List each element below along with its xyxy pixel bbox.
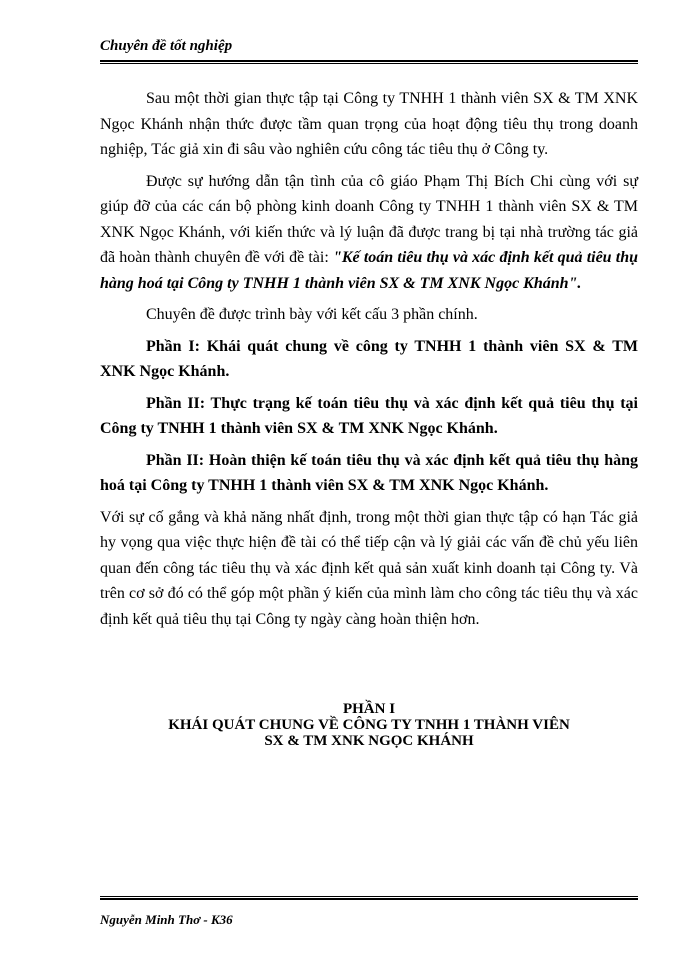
- part-1-item: Phần I: Khái quát chung về công ty TNHH 1 thành viên SX & TM XNK Ngọc Khánh.: [100, 337, 638, 380]
- section-label: PHẦN I: [342, 701, 396, 717]
- document-body: [100, 86, 638, 638]
- thesis-topic: "Kế toán tiêu thụ và xác định kết quả tiêu thụ hàng hoá tại Công ty TNHH 1 thành viên SX & TM XNK Ngọc Khánh".: [100, 249, 639, 292]
- section-title-line-2: SX & TM XNK NGỌC KHÁNH: [264, 733, 474, 749]
- guidance-paragraph: [100, 169, 638, 297]
- footer-divider: [100, 896, 638, 900]
- conclusion-paragraph: Với sự cố gắng và khả năng nhất định, trong một thời gian thực tập có hạn Tác giả hy vọng qua việc thực hiện đề tài có thể tiếp cận và lý giải các vấn đề chủ yếu liên quan đến công tác tiêu thụ và xác định kết quả sản xuất kinh doanh tại Công ty. Và trên cơ sở đó có thể góp một phần ý kiến của mình làm cho công tác tiêu thụ và xác định kết quả tiêu thụ tại Công ty ngày càng hoàn thiện hơn.: [100, 508, 638, 628]
- part-3-item: Phần II: Hoàn thiện kế toán tiêu thụ và xác định kết quả tiêu thụ hàng hoá tại Công ty TNHH 1 thành viên SX & TM XNK Ngọc Khánh.: [100, 451, 638, 494]
- structure-paragraph: Chuyên đề được trình bày với kết cấu 3 phần chính.: [146, 306, 478, 323]
- page-header-title: Chuyên đề tốt nghiệp: [100, 38, 233, 54]
- intro-paragraph: Sau một thời gian thực tập tại Công ty TNHH 1 thành viên SX & TM XNK Ngọc Khánh nhận thức được tầm quan trọng của hoạt động tiêu thụ trong doanh nghiệp, Tác giả xin đi sâu vào nghiên cứu công tác tiêu thụ ở Công ty.: [100, 90, 638, 158]
- section-heading: [100, 701, 638, 749]
- section-title-line-1: KHÁI QUÁT CHUNG VỀ CÔNG TY TNHH 1 THÀNH VIÊN: [168, 717, 570, 733]
- footer-author: Nguyễn Minh Thơ - K36: [100, 912, 233, 927]
- guidance-text: Được sự hướng dẫn tận tình của cô giáo Phạm Thị Bích Chi cùng với sự giúp đỡ của các cán bộ phòng kinh doanh Công ty TNHH 1 thành viên SX & TM XNK Ngọc Khánh, với kiến thức và lý luận đã được trang bị tại nhà trường tác giả đã hoàn thành chuyên đề với đề tài:: [100, 172, 638, 266]
- header-divider: [100, 60, 638, 64]
- part-2-item: Phần II: Thực trạng kế toán tiêu thụ và xác định kết quả tiêu thụ tại Công ty TNHH 1 thành viên SX & TM XNK Ngọc Khánh.: [100, 394, 638, 437]
